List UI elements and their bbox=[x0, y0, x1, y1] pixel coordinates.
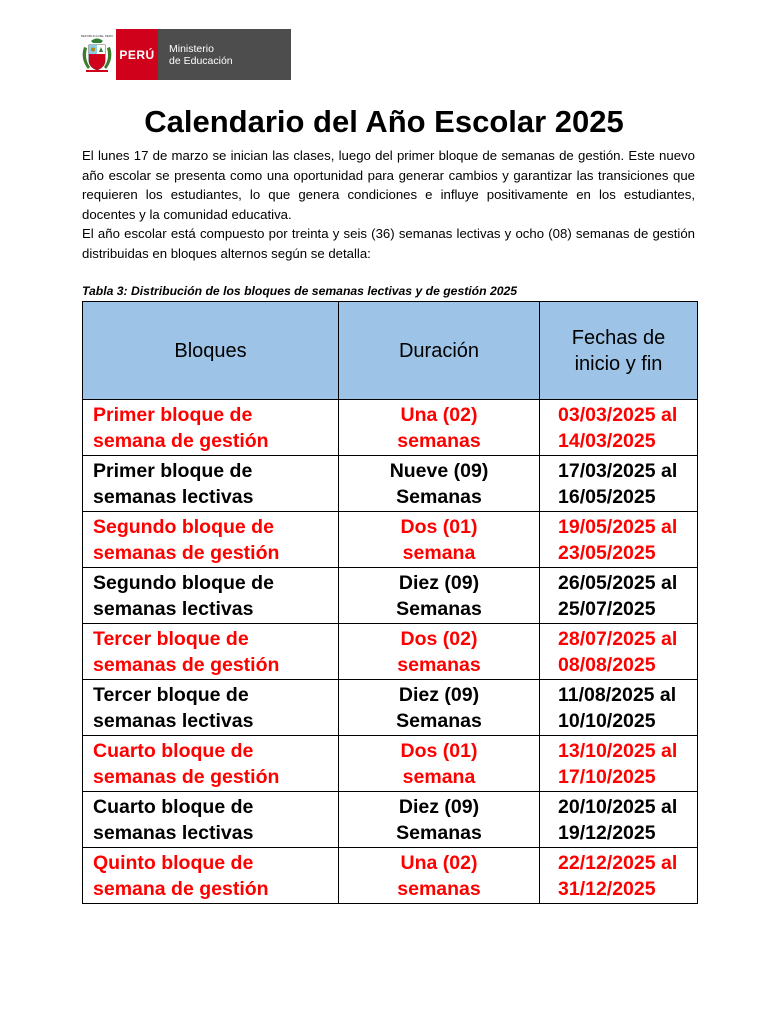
fechas-cell-line-1: 26/05/2025 al bbox=[558, 572, 678, 594]
bloque-cell-line-2: semanas lectivas bbox=[93, 598, 254, 620]
duracion-cell-line-2: Semanas bbox=[396, 710, 482, 732]
fechas-cell-line-2: 19/12/2025 bbox=[558, 822, 656, 844]
bloque-cell bbox=[83, 512, 339, 568]
duracion-cell-line-2: semana bbox=[402, 542, 476, 564]
duracion-cell-line-1: Una (02) bbox=[400, 404, 478, 426]
table-header-row bbox=[83, 302, 698, 400]
fechas-cell bbox=[540, 512, 698, 568]
fechas-cell-line-1: 20/10/2025 al bbox=[558, 796, 678, 818]
ministerio-line-1: Ministerio bbox=[169, 42, 214, 55]
duracion-cell bbox=[339, 792, 540, 848]
duracion-cell-line-1: Dos (02) bbox=[400, 628, 478, 650]
duracion-cell-line-2: Semanas bbox=[396, 598, 482, 620]
bloque-cell bbox=[83, 568, 339, 624]
fechas-cell bbox=[540, 848, 698, 904]
intro-text bbox=[82, 146, 695, 264]
bloque-cell-line-1: Cuarto bloque de bbox=[93, 796, 254, 818]
bloque-cell-line-2: semanas de gestión bbox=[93, 766, 280, 788]
coat-of-arms-icon bbox=[78, 29, 116, 80]
bloque-cell-line-1: Primer bloque de bbox=[93, 404, 253, 426]
fechas-cell-line-2: 23/05/2025 bbox=[558, 542, 656, 564]
table-row bbox=[83, 624, 698, 680]
bloque-cell bbox=[83, 792, 339, 848]
duracion-cell bbox=[339, 512, 540, 568]
duracion-cell-line-2: semana bbox=[402, 766, 476, 788]
bloque-cell bbox=[83, 680, 339, 736]
bloque-cell bbox=[83, 736, 339, 792]
header-duracion: Duración bbox=[339, 302, 540, 400]
fechas-cell bbox=[540, 792, 698, 848]
bloque-cell-line-2: semanas de gestión bbox=[93, 542, 280, 564]
header-bloques: Bloques bbox=[83, 302, 339, 400]
duracion-cell bbox=[339, 624, 540, 680]
peru-label: PERÚ bbox=[116, 29, 158, 80]
fechas-cell-line-1: 13/10/2025 al bbox=[558, 740, 678, 762]
header-fechas-text: Fechas de inicio y fin bbox=[571, 326, 666, 375]
fechas-cell-line-1: 03/03/2025 al bbox=[558, 404, 678, 426]
fechas-cell bbox=[540, 456, 698, 512]
fechas-cell-line-1: 11/08/2025 al bbox=[558, 684, 677, 706]
table-row bbox=[83, 680, 698, 736]
fechas-cell-line-2: 08/08/2025 bbox=[558, 654, 656, 676]
fechas-cell-line-2: 10/10/2025 bbox=[558, 710, 656, 732]
bloque-cell bbox=[83, 848, 339, 904]
duracion-cell-line-2: Semanas bbox=[396, 486, 482, 508]
duracion-cell-line-1: Nueve (09) bbox=[389, 460, 489, 482]
duracion-cell bbox=[339, 848, 540, 904]
bloque-cell bbox=[83, 456, 339, 512]
bloque-cell-line-1: Cuarto bloque de bbox=[93, 740, 254, 762]
fechas-cell-line-1: 17/03/2025 al bbox=[558, 460, 678, 482]
bloque-cell-line-2: semana de gestión bbox=[93, 430, 269, 452]
fechas-cell-line-1: 28/07/2025 al bbox=[558, 628, 678, 650]
header-fechas bbox=[540, 302, 698, 400]
schedule-table bbox=[82, 301, 698, 904]
bloque-cell bbox=[83, 400, 339, 456]
table-row bbox=[83, 848, 698, 904]
page-title: Calendario del Año Escolar 2025 bbox=[144, 104, 624, 139]
bloque-cell bbox=[83, 624, 339, 680]
bloque-cell-line-2: semanas de gestión bbox=[93, 654, 280, 676]
fechas-cell-line-2: 17/10/2025 bbox=[558, 766, 656, 788]
fechas-cell bbox=[540, 568, 698, 624]
bloque-cell-line-2: semanas lectivas bbox=[93, 822, 254, 844]
duracion-cell bbox=[339, 736, 540, 792]
bloque-cell-line-2: semanas lectivas bbox=[93, 486, 254, 508]
table-row bbox=[83, 792, 698, 848]
minedu-logo bbox=[78, 29, 291, 80]
duracion-cell-line-1: Una (02) bbox=[400, 852, 478, 874]
table-row bbox=[83, 456, 698, 512]
duracion-cell-line-2: semanas bbox=[397, 878, 481, 900]
duracion-cell-line-2: Semanas bbox=[396, 822, 482, 844]
fechas-cell bbox=[540, 624, 698, 680]
duracion-cell bbox=[339, 400, 540, 456]
fechas-cell bbox=[540, 400, 698, 456]
intro-paragraph-2: El año escolar está compuesto por treinta y seis (36) semanas lectivas y ocho (08) semanas de gestión distribuidas en bloques alternos según se detalla: bbox=[82, 226, 695, 261]
ministerio-line-2: de Educación bbox=[169, 54, 233, 67]
duracion-cell-line-2: semanas bbox=[397, 654, 481, 676]
duracion-cell-line-1: Diez (09) bbox=[398, 796, 480, 818]
bloque-cell-line-1: Segundo bloque de bbox=[93, 572, 274, 594]
bloque-cell-line-2: semana de gestión bbox=[93, 878, 269, 900]
duracion-cell-line-1: Diez (09) bbox=[398, 572, 480, 594]
duracion-cell-line-2: semanas bbox=[397, 430, 481, 452]
table-row bbox=[83, 512, 698, 568]
bloque-cell-line-1: Quinto bloque de bbox=[93, 852, 254, 874]
intro-paragraph-1: El lunes 17 de marzo se inician las clases, luego del primer bloque de semanas de gestión. Este nuevo año escolar se presenta como una oportunidad para generar cambios y garantizar las transiciones que requieren los estudiantes, lo que genera condiciones e influye positivamente en los estudiantes, docentes y la comunidad educativa. bbox=[82, 148, 695, 222]
fechas-cell-line-2: 25/07/2025 bbox=[558, 598, 656, 620]
fechas-cell-line-1: 22/12/2025 al bbox=[558, 852, 678, 874]
fechas-cell-line-1: 19/05/2025 al bbox=[558, 516, 678, 538]
fechas-cell bbox=[540, 680, 698, 736]
table-row bbox=[83, 568, 698, 624]
bloque-cell-line-2: semanas lectivas bbox=[93, 710, 254, 732]
table-caption: Tabla 3: Distribución de los bloques de semanas lectivas y de gestión 2025 bbox=[82, 284, 518, 298]
svg-text:REPUBLICA DEL PERU: REPUBLICA DEL PERU bbox=[80, 33, 114, 38]
duracion-cell-line-1: Diez (09) bbox=[398, 684, 480, 706]
fechas-cell-line-2: 31/12/2025 bbox=[558, 878, 656, 900]
ministerio-label bbox=[158, 29, 291, 80]
duracion-cell-line-1: Dos (01) bbox=[400, 740, 478, 762]
fechas-cell-line-2: 16/05/2025 bbox=[558, 486, 656, 508]
bloque-cell-line-1: Segundo bloque de bbox=[93, 516, 274, 538]
bloque-cell-line-1: Primer bloque de bbox=[93, 460, 253, 482]
bloque-cell-line-1: Tercer bloque de bbox=[93, 628, 249, 650]
fechas-cell bbox=[540, 736, 698, 792]
duracion-cell bbox=[339, 456, 540, 512]
duracion-cell bbox=[339, 568, 540, 624]
duracion-cell-line-1: Dos (01) bbox=[400, 516, 478, 538]
duracion-cell bbox=[339, 680, 540, 736]
fechas-cell-line-2: 14/03/2025 bbox=[558, 430, 656, 452]
table-row bbox=[83, 400, 698, 456]
bloque-cell-line-1: Tercer bloque de bbox=[93, 684, 249, 706]
table-row bbox=[83, 736, 698, 792]
